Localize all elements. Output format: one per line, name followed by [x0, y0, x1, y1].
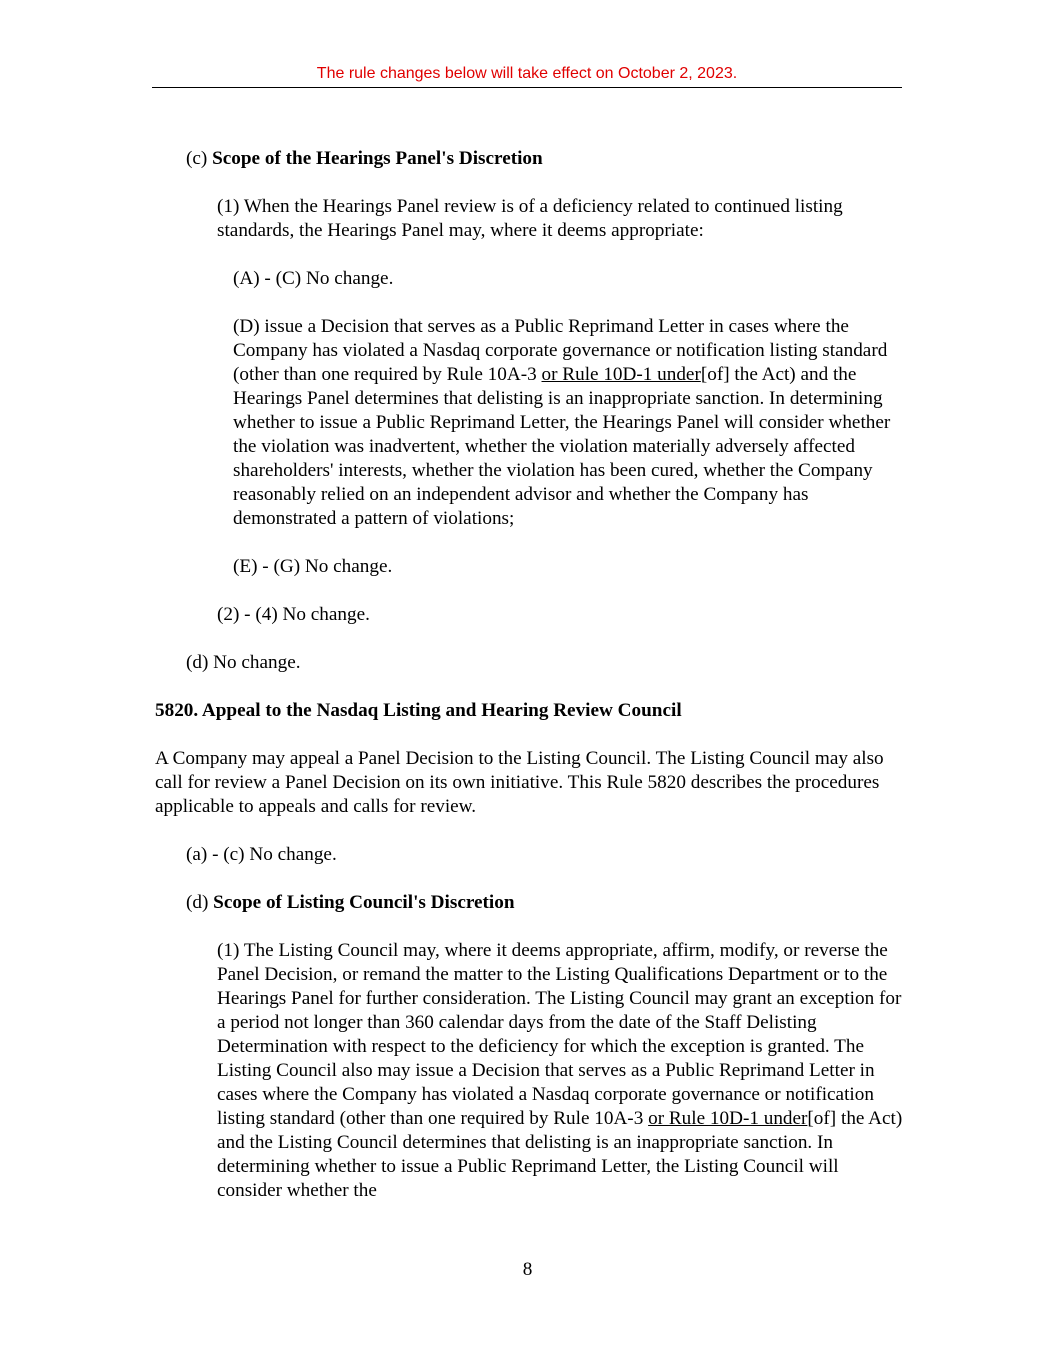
inserted-text: or Rule 10D-1 under [648, 1108, 808, 1129]
paragraph-5820-a-c: (a) - (c) No change. [186, 844, 337, 865]
section-heading-5815c [155, 147, 903, 171]
deleted-text: [of] [807, 1108, 837, 1129]
paragraph-5815c2-4: (2) - (4) No change. [217, 604, 370, 625]
section-title: Scope of Listing Council's Discretion [213, 892, 515, 913]
text-run: the Act) and the Hearings Panel determines that delisting is an inappropriate sanction. In determining whether to issue a Public Reprimand Letter, the Hearings Panel will consider whether the violation was inadvertent, whether the violation materially adversely affected shareholders' interests, whether the violation has been cured, whether the Company reasonably relied on an independent advisor and whether the Company has demonstrated a pattern of violations; [233, 364, 891, 529]
deleted-text: [of] [700, 364, 730, 385]
text-run: (1) The Listing Council may, where it deems appropriate, affirm, modify, or reverse the Panel Decision, or remand the matter to the Listing Qualifications Department or to the Hearings Panel for further consideration. The Listing Council may grant an exception for a period not longer than 360 calendar days from the date of the Staff Delisting Determination with respect to the deficiency for which the exception is granted. The Listing Council also may issue a Decision that serves as a Public Reprimand Letter in cases where the Company has violated a Nasdaq corporate governance or notification listing standard (other than one required by Rule 10A-3 [217, 940, 902, 1129]
effective-date-notice: The rule changes below will take effect on October 2, 2023. [316, 65, 738, 82]
paragraph-5820d1 [155, 939, 903, 1203]
header-divider [152, 87, 902, 88]
paragraph-5815c1: (1) When the Hearings Panel review is of a deficiency related to continued listing standards, the Hearings Panel may, where it deems appropriate: [217, 196, 843, 241]
section-heading-5820: 5820. Appeal to the Nasdaq Listing and Hearing Review Council [155, 700, 682, 721]
inserted-text: or Rule 10D-1 under [541, 364, 701, 385]
section-heading-5820d [155, 891, 903, 915]
paragraph-5815c1-e-g: (E) - (G) No change. [233, 556, 393, 577]
paragraph-5820-intro: A Company may appeal a Panel Decision to the Listing Council. The Listing Council may also call for review a Panel Decision on its own initiative. This Rule 5820 describes the procedures applicable to appeals and calls for review. [155, 748, 884, 817]
document-body [155, 147, 903, 1227]
section-label: (c) [186, 148, 208, 169]
paragraph-5815d: (d) No change. [186, 652, 301, 673]
section-title: Scope of the Hearings Panel's Discretion [212, 148, 543, 169]
text-run: the Act) and the Listing Council determines that delisting is an inappropriate sanction. In determining whether to issue a Public Reprimand Letter, the Listing Council will consider whether the [217, 1108, 903, 1201]
section-label: (d) [186, 892, 209, 913]
paragraph-5815c1-d [155, 315, 903, 531]
page-number: 8 [522, 1259, 533, 1280]
text-run: (D) issue a Decision that serves as a Public Reprimand Letter in cases where the Company has violated a Nasdaq corporate governance or notification listing standard (other than one required by Rule 10A-3 [233, 316, 888, 385]
paragraph-5815c1-a-c: (A) - (C) No change. [233, 268, 394, 289]
